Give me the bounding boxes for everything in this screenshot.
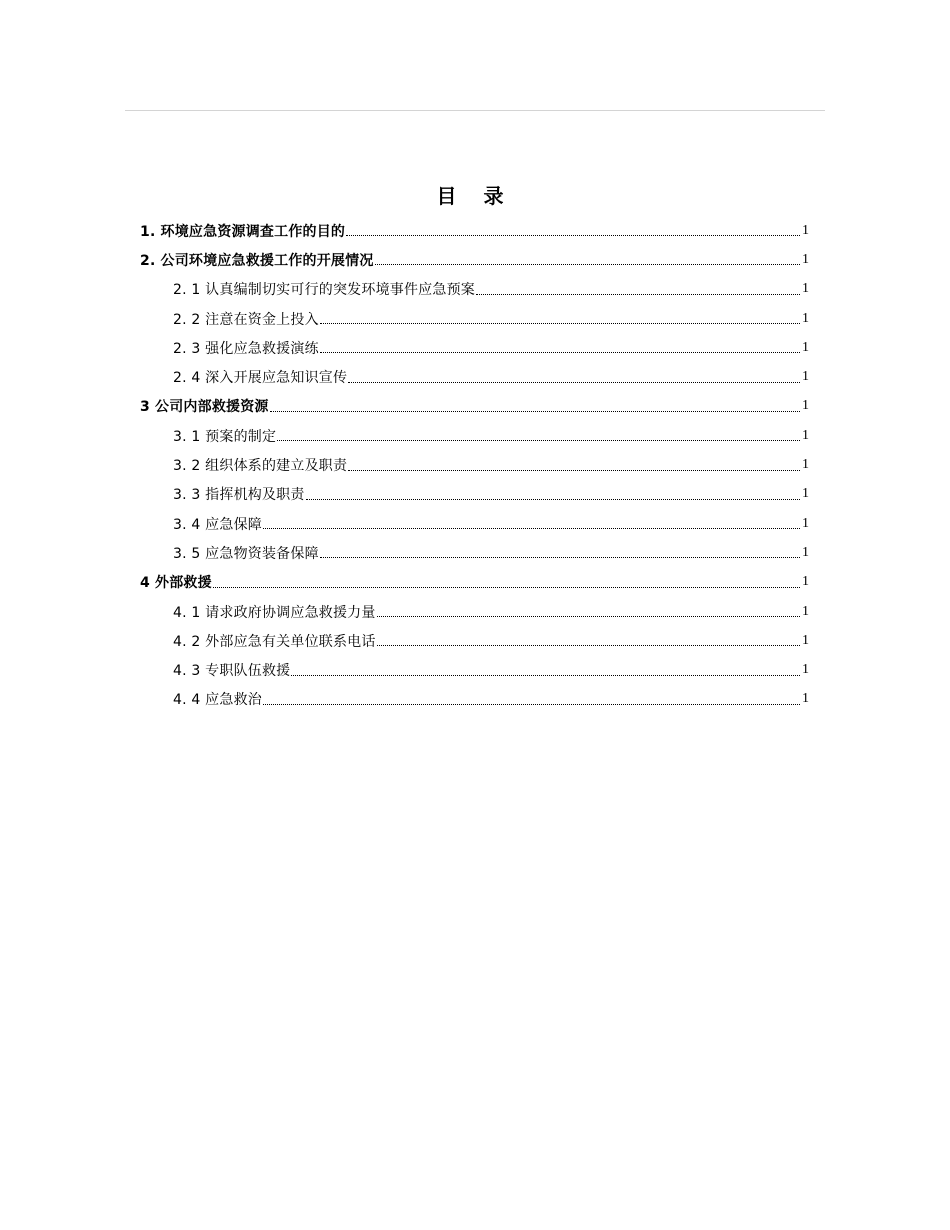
toc-dot-leader <box>346 235 800 236</box>
toc-entry[interactable] <box>0 245 809 274</box>
toc-entry-label: 3 公司内部救援资源 <box>140 399 269 416</box>
toc-entry[interactable] <box>0 685 809 714</box>
toc-dot-leader <box>270 411 800 412</box>
toc-page-number: 1 <box>802 251 809 267</box>
toc-page-number: 1 <box>802 486 809 502</box>
toc-dot-leader <box>320 557 800 558</box>
toc-page-number: 1 <box>802 369 809 385</box>
toc-entry-label: 2. 2 注意在资金上投入 <box>173 311 319 328</box>
toc-page-number: 1 <box>802 691 809 707</box>
toc-entry-label: 2. 1 认真编制切实可行的突发环境事件应急预案 <box>173 282 475 299</box>
toc-entry-label: 1. 环境应急资源调查工作的目的 <box>140 223 346 240</box>
toc-entry[interactable] <box>0 568 809 597</box>
toc-entry-label: 3. 5 应急物资装备保障 <box>173 545 319 562</box>
toc-dot-leader <box>377 645 800 646</box>
toc-entry-label: 4 外部救援 <box>140 575 212 592</box>
toc-entry-label: 2. 3 强化应急救援演练 <box>173 340 319 357</box>
toc-entry[interactable] <box>0 538 809 567</box>
toc-page-number: 1 <box>802 574 809 590</box>
toc-entry-label: 3. 3 指挥机构及职责 <box>173 487 305 504</box>
toc-entry-label: 4. 1 请求政府协调应急救援力量 <box>173 604 376 621</box>
toc-entry-label: 3. 1 预案的制定 <box>173 428 277 445</box>
toc-page-number: 1 <box>802 662 809 678</box>
toc-entry[interactable] <box>0 626 809 655</box>
toc-entry-label: 3. 4 应急保障 <box>173 516 262 533</box>
toc-entry[interactable] <box>0 362 809 391</box>
toc-page-number: 1 <box>802 603 809 619</box>
toc-dot-leader <box>320 323 800 324</box>
toc-entry-label: 4. 4 应急救治 <box>173 692 262 709</box>
toc-dot-leader <box>263 528 800 529</box>
toc-page-number: 1 <box>802 310 809 326</box>
toc-dot-leader <box>263 704 800 705</box>
toc-page-number: 1 <box>802 544 809 560</box>
toc-page-number: 1 <box>802 339 809 355</box>
toc-dot-leader <box>375 264 800 265</box>
toc-dot-leader <box>277 440 800 441</box>
toc-entry[interactable] <box>0 509 809 538</box>
toc-dot-leader <box>476 294 800 295</box>
toc-dot-leader <box>348 470 800 471</box>
toc-page-number: 1 <box>802 427 809 443</box>
toc-entry[interactable] <box>0 655 809 684</box>
toc-page-number: 1 <box>802 398 809 414</box>
toc-page-number: 1 <box>802 281 809 297</box>
toc-entry-label: 4. 3 专职队伍救援 <box>173 663 291 680</box>
toc-entry[interactable] <box>0 216 809 245</box>
toc-entry[interactable] <box>0 333 809 362</box>
toc-title: 目 录 <box>436 184 514 208</box>
toc-entry[interactable] <box>0 597 809 626</box>
table-of-contents <box>0 216 950 714</box>
page-header-rule <box>125 110 825 111</box>
toc-page-number: 1 <box>802 457 809 473</box>
toc-dot-leader <box>377 616 800 617</box>
toc-dot-leader <box>213 587 800 588</box>
toc-entry[interactable] <box>0 480 809 509</box>
toc-entry[interactable] <box>0 392 809 421</box>
toc-dot-leader <box>306 499 800 500</box>
toc-dot-leader <box>291 675 800 676</box>
toc-entry-label: 2. 公司环境应急救援工作的开展情况 <box>140 252 374 269</box>
toc-page-number: 1 <box>802 515 809 531</box>
toc-entry[interactable] <box>0 275 809 304</box>
toc-page-number: 1 <box>802 632 809 648</box>
toc-entry-label: 4. 2 外部应急有关单位联系电话 <box>173 633 376 650</box>
toc-entry-label: 3. 2 组织体系的建立及职责 <box>173 458 348 475</box>
toc-entry[interactable] <box>0 304 809 333</box>
toc-entry[interactable] <box>0 450 809 479</box>
toc-dot-leader <box>348 382 800 383</box>
toc-dot-leader <box>320 352 800 353</box>
toc-entry[interactable] <box>0 421 809 450</box>
toc-page-number: 1 <box>802 222 809 238</box>
toc-entry-label: 2. 4 深入开展应急知识宣传 <box>173 370 348 387</box>
